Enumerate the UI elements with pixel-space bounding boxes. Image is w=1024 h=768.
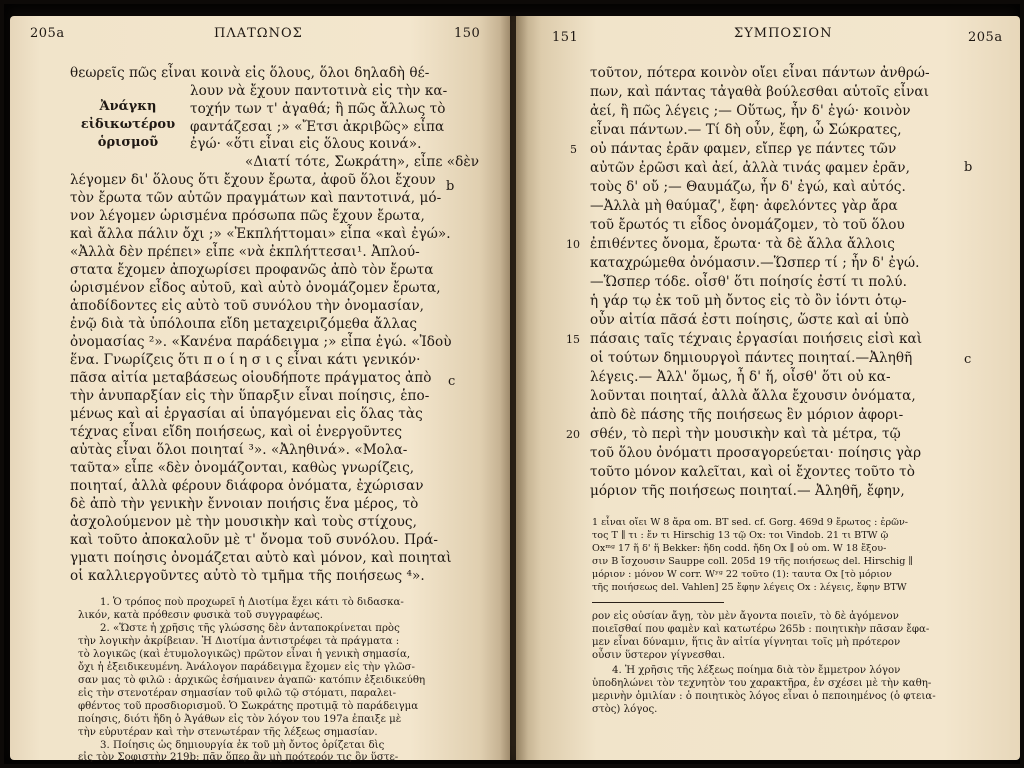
line-number: 15 (566, 333, 580, 346)
text-line: τέχνας εἶναι εἴδη ποιήσεως, καὶ οἱ ἐνεργοῦντες (70, 424, 402, 440)
text-line: ταῦτα» εἶπε «δὲν ὀνομάζονται, καθὼς γνωρίζεις, (70, 460, 415, 476)
text-line: εἶναι πάντων.— Τί δὴ οὖν, ἔφη, ὦ Σώκρατες, (590, 122, 902, 138)
text-line: καὶ τοῦτο ἀποκαλοῦν μὲ τ' ὄνομα τοῦ συνόλου. Πρά- (70, 532, 438, 548)
text-line: γματι ποίησις ὀνομάζεται αὐτὸ καὶ μόνον, καὶ ποιηταὶ (70, 550, 452, 566)
text-line: πων, καὶ πάντας τἀγαθὰ βούλεσθαι αὑτοῖς εἶναι (590, 84, 930, 100)
footnote-line: 1. Ὁ τρόπος ποὺ προχωρεῖ ἡ Διοτίμα ἔχει κάτι τὸ διδασκα- (100, 597, 404, 608)
text-line: φαντάζεσαι ;» «Ἔτσι ἀκριβῶς» εἶπα (190, 119, 445, 135)
footnote-line: φθέντος τοῦ προσδιορισμοῦ. Ὁ Σωκράτης προτιμᾷ τὸ παράδειγμα (78, 701, 419, 712)
text-line: καὶ ἄλλα πάλιν ὄχι ;» «Ἐκπλήττομαι» εἶπα «καὶ ἐγώ». (70, 226, 451, 242)
footnote-line: ποίησις, διότι ἤδη ὁ Ἀγάθων εἰς τὸν λόγον του 197a ἐπαιξε μὲ (78, 714, 402, 725)
left-page-number: 150 (454, 26, 481, 41)
text-line: λοῦνται ποιηταί, ἀλλὰ ἄλλα ἔχουσιν ὀνόματα, (590, 388, 916, 404)
footnote-line: 4. Ἡ χρῆσις τῆς λέξεως ποίημα διὰ τὸν ἔμμετρον λόγον (612, 665, 901, 676)
text-line: καταχρώμεθα ὀνόμασιν.—Ὥσπερ τί ; ἦν δ' ἐγώ. (590, 255, 920, 271)
footnote-line: εἰς τὸν Σοφιστὴν 219b: πᾶν ὅπερ ἂν μὴ πρότερόν τις ὂν ὕστε- (78, 752, 399, 763)
text-line: —Ἀλλὰ μὴ θαύμαζ', ἔφη· ἀφελόντες γὰρ ἄρα (590, 198, 898, 214)
text-line: ἐγώ· «ὅτι εἶναι εἰς ὅλους κοινά». (190, 136, 422, 152)
text-line: ἕνα. Γνωρίζεις ὅτι π ο ί η σ ι ς εἶναι κάτι γενικόν· (70, 352, 421, 368)
text-line: ἐπιθέντες ὄνομα, ἔρωτα· τὰ δὲ ἄλλα ἄλλοις (590, 236, 895, 252)
text-line: οἱ τούτων δημιουργοὶ πάντες ποιηταί.—Ἀληθῆ (590, 350, 913, 366)
footnote-line: ποιεῖσθαί που φαμὲν καὶ κατωτέρω 265b : ποιητικὴν πᾶσαν ἔφα- (592, 624, 930, 635)
footnote-separator (592, 602, 724, 603)
footnote-line: τὸ λογικῶς (καὶ ἐτυμολογικῶς) πρῶτον εἶναι ἡ γενικὴ σημασία, (78, 649, 411, 660)
text-line: ἀεί, ἢ πῶς λέγεις ;— Οὕτως, ἦν δ' ἐγώ· κοινὸν (590, 103, 911, 119)
text-line: οὖν αἰτία πᾶσά ἐστι ποίησις, ὥστε καὶ αἱ ὑπὸ (590, 312, 909, 328)
footnote-line: μεν εἶναι δύναμιν, ἥτις ἂν αἰτία γίγνηται τοῖς μὴ πρότερον (592, 637, 901, 648)
text-line: ἡ γάρ τῳ ἐκ τοῦ μὴ ὄντος εἰς τὸ ὂν ἰόντι ὁτῳ- (590, 293, 907, 309)
text-line: ὀνομασίας ²». «Κανένα παράδειγμα ;» εἶπα ἐγώ. «Ἰδοὺ (70, 334, 452, 350)
text-line: οἱ καλλιεργοῦντες αὐτὸ τὸ τμῆμα τῆς ποιήσεως ⁴». (70, 568, 425, 584)
side-heading-line: Ἀνάγκη (99, 99, 157, 114)
text-line: ἀσχολούμενον μὲ τὴν μουσικὴν καὶ τοὺς στίχους, (70, 514, 417, 530)
right-page-number: 151 (552, 30, 579, 45)
apparatus-line: τῆς ποιήσεως del. Vahlen] 25 ἔφην λέγεις Ox : λέγεις, ἔφην BTW (592, 582, 907, 593)
text-line: ἀπὸ δὲ πάσης τῆς ποιήσεως ἓν μόριον ἀφορι- (590, 407, 904, 423)
side-heading (72, 98, 184, 152)
side-heading-line: εἰδικωτέρου (80, 117, 176, 132)
text-line: τοχήν των τ' ἀγαθά; ἢ πῶς ἄλλως τὸ (190, 101, 446, 117)
right-margin-letter-b: b (964, 160, 973, 175)
text-line: μένως καὶ αἱ ἐργασίαι αἱ ὑπαγόμεναι εἰς ὅλας τὰς (70, 406, 423, 422)
line-number: 20 (566, 428, 580, 441)
footnote-line: στὸς) λόγος. (592, 704, 658, 715)
text-line: μόριον τῆς ποιήσεως ποιηταί.— Ἀληθῆ, ἔφην, (590, 483, 905, 499)
footnote-line: ὑποδηλώνει τὸν τεχνητὸν του χαρακτῆρα, ἐν σχέσει μὲ τὴν καθη- (592, 678, 932, 689)
text-line: τοῦτον, πότερα κοινὸν οἴει εἶναι πάντων ἀνθρώ- (590, 65, 930, 81)
text-line: νον λέγομεν ὡρισμένα πρόσωπα πῶς ἔχουν ἔρωτα, (70, 208, 425, 224)
text-line: αὐτὰς εἶναι ὅλοι ποιηταί ³». «Ἀληθινά». «Μολα- (70, 442, 408, 458)
footnote-line: 2. «Ὥστε ἡ χρῆσις τῆς γλώσσης δὲν ἀνταποκρίνεται πρὸς (100, 623, 400, 634)
text-line: ἀποδίδοντες εἰς αὐτὸ τοῦ συνόλου τὴν ὀνομασίαν, (70, 298, 425, 314)
text-line: «Διατί τότε, Σωκράτη», εἶπε «δὲν (245, 154, 480, 170)
text-line: σθέν, τὸ περὶ τὴν μουσικὴν καὶ τὰ μέτρα, τῷ (590, 426, 901, 442)
apparatus-line: τος T ∥ τι : ἔν τι Hirschig 13 τῷ Ox: τοι Vindob. 21 τι BTW ῷ (592, 530, 889, 541)
right-margin-letter-c: c (964, 352, 972, 367)
left-margin-letter-b: b (446, 179, 455, 194)
text-line: αὐτῶν ἐρῶσι καὶ ἀεί, ἀλλὰ τινάς φαμεν ἐρᾶν, (590, 160, 910, 176)
right-section-number: 205a (968, 30, 1003, 45)
footnote-line: λικόν, κατὰ πρόθεσιν φυσικὰ τοῦ συγγραφέως. (78, 610, 324, 621)
text-line: «Ἀλλὰ δὲν πρέπει» εἶπε «νὰ ἐκπλήττεσαι¹. Ἀπλού- (70, 244, 420, 260)
text-line: τοῦ ἔρωτός τι εἶδος ὀνομάζομεν, τὸ τοῦ ὅλου (590, 217, 905, 233)
text-line: λουν νὰ ἔχουν παντοτινὰ εἰς τὴν κα- (190, 83, 448, 99)
text-line: τοῦ ὅλου ὀνόματι προσαγορεύεται· ποίησις γὰρ (590, 445, 922, 461)
text-line: θεωρεῖς πῶς εἶναι κοινὰ εἰς ὅλους, ὅλοι δηλαδὴ θέ- (70, 65, 430, 81)
text-line: ὡρισμένον εἶδος αὐτοῦ, καὶ αὐτὸ ὀνομάζομεν ἔρωτα, (70, 280, 441, 296)
right-running-title: ΣΥΜΠΟΣΙΟΝ (734, 26, 833, 41)
text-line: δὲ ἀπὸ τὴν γενικὴν ἔννοιαν ποιήσις ἕνα μέρος, τὸ (70, 496, 419, 512)
text-line: λέγεις.— Ἀλλ' ὅμως, ἦ δ' ἥ, οἶσθ' ὅτι οὐ κα- (590, 369, 891, 385)
left-running-title: ΠΛΑΤΩΝΟΣ (214, 26, 303, 41)
text-line: λέγομεν δι' ὅλους ὅτι ἔχουν ἔρωτα, ἀφοῦ ὅλοι ἔχουν (70, 172, 436, 188)
apparatus-line: σιν B ἴσχουσιν Sauppe coll. 205d 19 τῆς ποιήσεως del. Hirschig ∥ (592, 556, 913, 567)
text-line: οὐ πάντας ἐρᾶν φαμεν, εἴπερ γε πάντες τῶν (590, 141, 897, 157)
footnote-line: οὖσιν ὕστερον γίγνεσθαι. (592, 650, 726, 661)
text-line: ἐνῷ διὰ τὰ ὑπόλοιπα εἴδη μεταχειριζόμεθα ἄλλας (70, 316, 418, 332)
text-line: —Ὥσπερ τόδε. οἶσθ' ὅτι ποίησίς ἐστί τι πολύ. (590, 274, 907, 290)
text-line: τὴν ἀνυπαρξίαν εἰς τὴν ὕπαρξιν εἶναι ποίησις, ἑπο- (70, 388, 430, 404)
footnote-line: ὄχι ἡ ἐξειδικευμένη. Ἀνάλογον παράδειγμα ἔχομεν εἰς τὴν γλῶσ- (78, 662, 415, 673)
text-line: πάσαις ταῖς τέχναις ἐργασίαι ποιήσεις εἰσὶ καὶ (590, 331, 923, 347)
footnote-line: μερινὴν ὁμιλίαν : ὁ ποιητικὸς λόγος εἶναι ὁ πεποιημένος (ὁ φτεια- (592, 691, 936, 702)
footnote-line: τὴν λογικὴν ἀκρίβειαν. Ἡ Διοτίμα ἀντιστρέφει τὰ πράγματα : (78, 636, 400, 647)
footnote-line: εἰς τὴν στενοτέραν σημασίαν τοῦ φιλῶ τῷ στόματι, παραλει- (78, 688, 397, 699)
apparatus-line: 1 εἶναι οἴει W 8 ἄρα om. BT sed. cf. Gorg. 469d 9 ἔρωτος : ἐρῶν- (592, 517, 909, 528)
text-line: στατα ἔχομεν ἀποχωρίσει προφανῶς ἀπὸ τὸν ἔρωτα (70, 262, 434, 278)
footnote-line: τὴν εὐρυτέραν καὶ τὴν στενωτέραν τῆς λέξεως σημασίαν. (78, 727, 378, 738)
footnote-line: ρον εἰς οὐσίαν ἄγῃ, τὸν μὲν ἄγοντα ποιεῖν, τὸ δὲ ἀγόμενον (592, 611, 899, 622)
side-heading-line: ὁρισμοῦ (97, 135, 159, 150)
left-margin-letter-c: c (448, 374, 456, 389)
footnote-line: σαν μας τὸ φιλῶ : ἀρχικῶς ἐσήμαινεν ἀγαπῶ· κατόπιν ἐξειδικεύθη (78, 675, 426, 686)
text-line: τοὺς δ' οὔ ;— Θαυμάζω, ἦν δ' ἐγώ, καὶ αὐτός. (590, 179, 906, 195)
apparatus-line: μόριον : μόνον W corr. Wʸᵍ 22 τοῦτο (1): ταυτα Ox [τὸ μόριον (592, 569, 892, 580)
text-line: τοῦτο μόνον καλεῖται, καὶ οἱ ἔχοντες τοῦτο τὸ (590, 464, 915, 480)
footnote-line: 3. Ποίησις ὡς δημιουργία ἐκ τοῦ μὴ ὄντος ὁρίζεται δὶς (100, 740, 385, 751)
line-number: 5 (570, 143, 577, 156)
line-number: 10 (566, 238, 580, 251)
text-line: τὸν ἔρωτα τῶν αὐτῶν πραγμάτων καὶ παντοτινά, μό- (70, 190, 442, 206)
book-gutter (500, 16, 528, 760)
apparatus-line: Oxᵐᵍ 17 ἥ δ' ἥ Bekker: ἤδη codd. ἤδη Ox ∥ οὐ om. W 18 ἔξου- (592, 543, 887, 554)
text-line: ποιηταί, ἀλλὰ φέρουν διάφορα ὀνόματα, ἐχώρισαν (70, 478, 424, 494)
text-line: πᾶσα αἰτία μεταβάσεως οἱουδήποτε πράγματος ἀπὸ (70, 370, 432, 386)
left-section-number: 205a (30, 26, 65, 41)
